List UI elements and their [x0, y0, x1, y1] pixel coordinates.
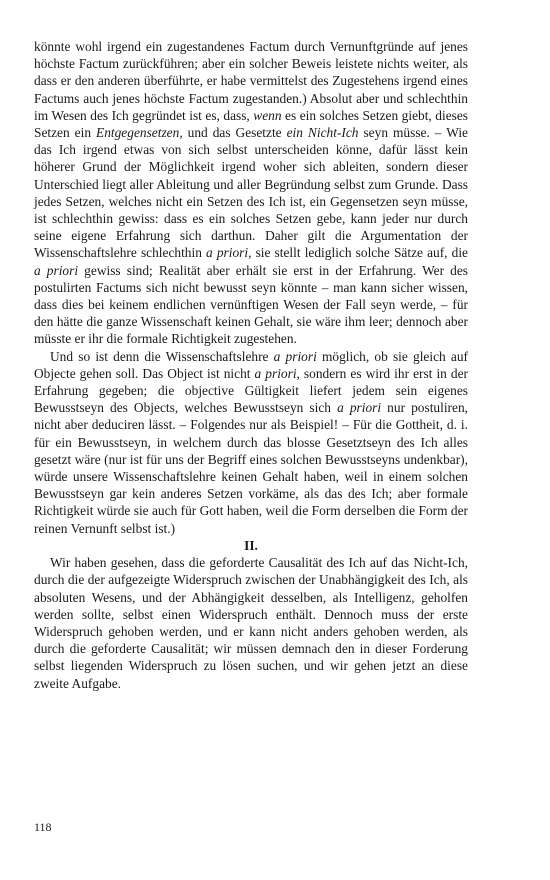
- italic-run: a priori: [337, 400, 382, 416]
- text-run: nur postuliren, nicht aber deduciren lässt. – Folgendes nur als Beispiel! – Für die Gottheit, d. i. für ein Bewusstseyn, in welchem durch das blosse Gesetztseyn des Ich alles gesetzt wäre (nur ist für uns der Begriff eines solchen Bewusstseyns undenkbar), würde unsere Wissenschaftslehre keinen Gehalt haben, weil in einem solchen Bewusstseyn gar kein anderes Setzen vorkäme, als das des Ich; aber formale Richtigkeit würde sie auch für Gott haben, weil die Form derselben die Form der reinen Vernunft selbst ist.): [34, 400, 469, 536]
- text-run: seyn müsse. – Wie das Ich irgend etwas von sich selbst unterscheiden könne, dafür lässt kein höherer Grund der Möglichkeit irgend woher sich ableiten, sondern dieser Unterschied liegt aller Ableitung und aller Begründung selbst zum Grunde. Dass jedes Setzen, welches nicht ein Setzen des Ich ist, ein Gegensetzen seyn müsse, ist schlechthin gewiss: dass es ein solches Setzen gebe, kann jeder nur durch seine eigene Erfahrung sich darthun. Daher gilt die Argumentation der Wissenschaftslehre schlechthin: [34, 125, 468, 261]
- text-run: , und das Gesetzte: [179, 125, 287, 141]
- paragraph-3: Wir haben gesehen, dass die geforderte Causalität des Ich auf das Nicht-Ich, durch die der aufgezeigte Widerspruch zwischen der Unabhängigkeit des Ich, als absoluten Wesens, und der Abhängigkeit desselben, als Intelligenz, geholfen werden sollte, selbst einen Widerspruch enthält. Dennoch muss der erste Widerspruch gehoben werden, und er kann nicht anders gehoben werden, als durch die geforderte Causalität; wir müssen demnach den in dieser Forderung selbst liegenden Widerspruch zu lösen suchen, und wir gehen jetzt an diese zweite Aufgabe.: [34, 555, 468, 691]
- text-run: es ein solches Setzen giebt, dieses Setzen ein: [34, 107, 468, 141]
- text-run: , sie stellt lediglich solche Sätze auf, die: [248, 245, 469, 261]
- page-number: 118: [34, 820, 52, 834]
- italic-run: a priori: [206, 245, 249, 261]
- italic-run: a priori: [273, 348, 317, 364]
- italic-run: wenn: [253, 107, 282, 123]
- paragraph-1: [34, 38, 468, 348]
- text-block: [34, 38, 468, 692]
- section-heading: II.: [244, 537, 258, 553]
- text-run: Und so ist denn die Wissenschaftslehre: [50, 348, 274, 364]
- text-run: , sondern es wird ihr erst in der Erfahrung gegeben; die objective Gültigkeit liefert jedem sein eigenes Bewusstseyn des Objects, welches Bewusstseyn sich: [34, 365, 469, 416]
- italic-run: a priori: [254, 365, 297, 381]
- text-run: möglich, ob sie gleich auf Objecte gehen soll. Das Object ist nicht: [34, 348, 469, 381]
- text-run: könnte wohl irgend ein zugestandenes Factum durch Vernunftgründe auf jenes höchste Factum zurückführen; aber ein solcher Beweis leistete nichts weiter, als dass er den anderen überführte, er habe vermittelst des Zugestehens irgend eines Factums auch jenes höchste Factum zugestanden.) Absolut aber und schlechthin im Wesen des Ich gegründet ist es, dass,: [34, 39, 468, 123]
- paragraph-2: [34, 348, 468, 537]
- text-run: gewiss sind; Realität aber erhält sie erst in der Erfahrung. Wer des postulirten Factums sich nicht bewusst seyn könnte – man kann sicher wissen, dass dies bei keinem endlichen vernünftigen Wesen der Fall seyn werde, – für den hätte die ganze Wissenschaft keinen Gehalt, sie wäre ihm leer; dennoch aber müsste er ihr die formale Richtigkeit zugestehen.: [34, 262, 468, 347]
- italic-run: a priori: [34, 262, 79, 278]
- italic-run: ein Nicht-Ich: [286, 125, 359, 141]
- italic-run: Entgegensetzen: [96, 125, 180, 141]
